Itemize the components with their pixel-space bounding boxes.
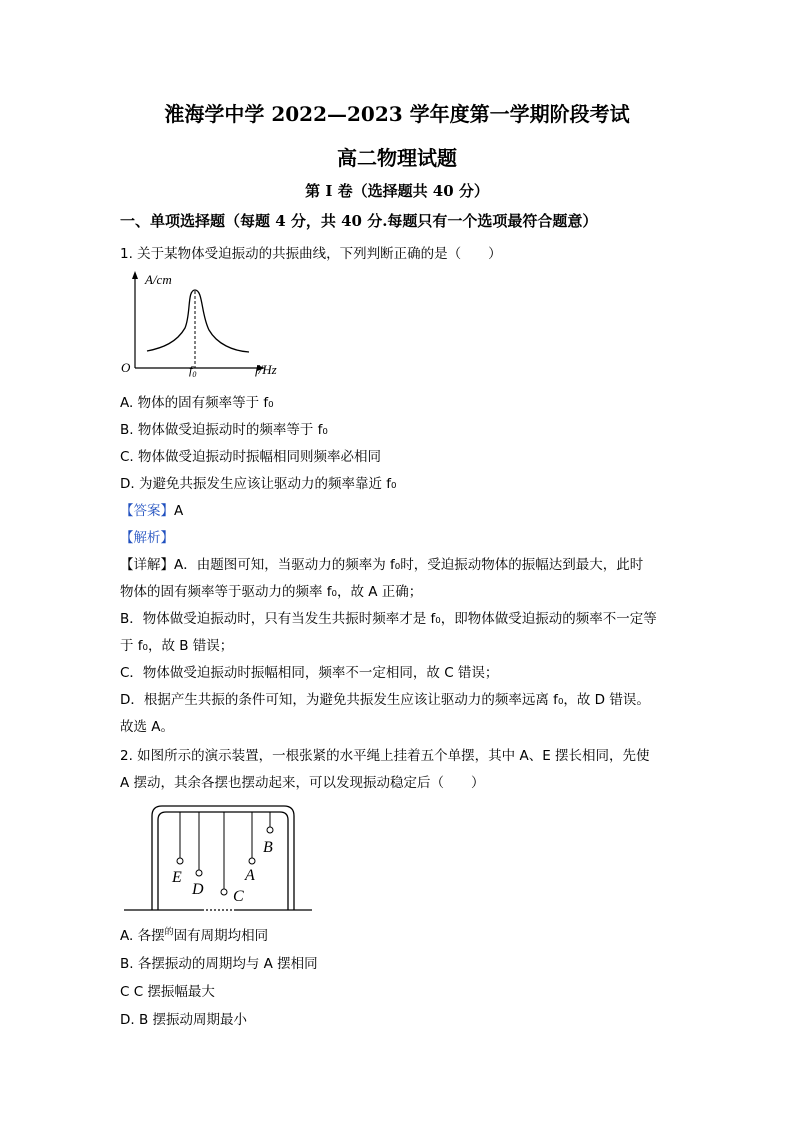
pendulum-b-label: B (263, 839, 273, 856)
pendulum-c-label: C (233, 888, 244, 905)
volume-heading: 第 I 卷（选择题共 40 分） (305, 182, 489, 200)
q1-option-d: D. 为避免共振发生应该让驱动力的频率靠近 f₀ (120, 476, 397, 492)
peak-frequency-label: $f_0$ (189, 363, 197, 379)
detail-tag: 【详解】 (120, 557, 174, 573)
pendulum-e-bob (177, 858, 183, 864)
q2-option-b: B. 各摆振动的周期均与 A 摆相同 (120, 956, 318, 972)
answer-line (120, 499, 183, 519)
page-subtitle: 高二物理试题 (337, 146, 457, 170)
pendulum-figure (118, 800, 318, 918)
q1-option-a: A. 物体的固有频率等于 f₀ (120, 395, 274, 411)
pendulum-a-bob (249, 858, 255, 864)
y-axis-arrow (132, 271, 138, 279)
answer-value: A (174, 503, 184, 519)
page-title: 淮海学中学 2022—2023 学年度第一学期阶段考试 (164, 102, 630, 126)
detail-line-2: 物体的固有频率等于驱动力的频率 f₀，故 A 正确； (120, 584, 423, 600)
pendulum-d-bob (196, 870, 202, 876)
pendulum-b-bob (267, 827, 273, 833)
q2-stem-line-1: 2. 如图所示的演示装置，一根张紧的水平绳上挂着五个单摆，其中 A、E 摆长相同，先使 (120, 748, 650, 764)
pendulum-e-label: E (172, 869, 182, 886)
analysis-tag: 【解析】 (120, 530, 174, 546)
q2-stem-line-2: A 摆动，其余各摆也摆动起来，可以发现振动稳定后（ ） (120, 775, 485, 791)
detail-line-7: 故选 A。 (120, 719, 175, 735)
q2-option-d: D. B 摆振动周期最小 (120, 1012, 248, 1028)
q2-option-a: A. 各摆$^的$固有周期均相同 (120, 927, 269, 944)
origin-label: O (121, 360, 131, 375)
x-axis-label: f/Hz (255, 362, 277, 377)
answer-tag: 【答案】 (120, 503, 174, 519)
resonance-curve (147, 290, 249, 352)
y-axis-label: A/cm (145, 272, 172, 287)
q2-option-c: C C 摆振幅最大 (120, 984, 215, 1000)
pendulum-c-bob (221, 889, 227, 895)
q1-option-c: C. 物体做受迫振动时振幅相同则频率必相同 (120, 449, 382, 465)
detail-line-6: D．根据产生共振的条件可知，为避免共振发生应该让驱动力的频率远离 f₀，故 D 错误。 (120, 692, 650, 708)
pendulum-a-label: A (245, 867, 255, 884)
resonance-curve-figure (115, 268, 295, 380)
detail-line-4: 于 f₀，故 B 错误； (120, 638, 234, 654)
detail-line-5: C．物体做受迫振动时振幅相同，频率不一定相同，故 C 错误； (120, 665, 499, 681)
q1-stem: 1. 关于某物体受迫振动的共振曲线，下列判断正确的是（ ） (120, 246, 502, 262)
detail-line-1: 【详解】A．由题图可知，当驱动力的频率为 f₀时，受迫振动物体的振幅达到最大，此时 (120, 557, 644, 573)
analysis-line (120, 526, 174, 546)
detail-line-3: B．物体做受迫振动时，只有当发生共振时频率才是 f₀，即物体做受迫振动的频率不一定等 (120, 611, 657, 627)
section-heading: 一、单项选择题（每题 4 分，共 40 分.每题只有一个选项最符合题意） (120, 212, 598, 230)
pendulum-d-label: D (192, 881, 204, 898)
q1-option-b: B. 物体做受迫振动时的频率等于 f₀ (120, 422, 328, 438)
